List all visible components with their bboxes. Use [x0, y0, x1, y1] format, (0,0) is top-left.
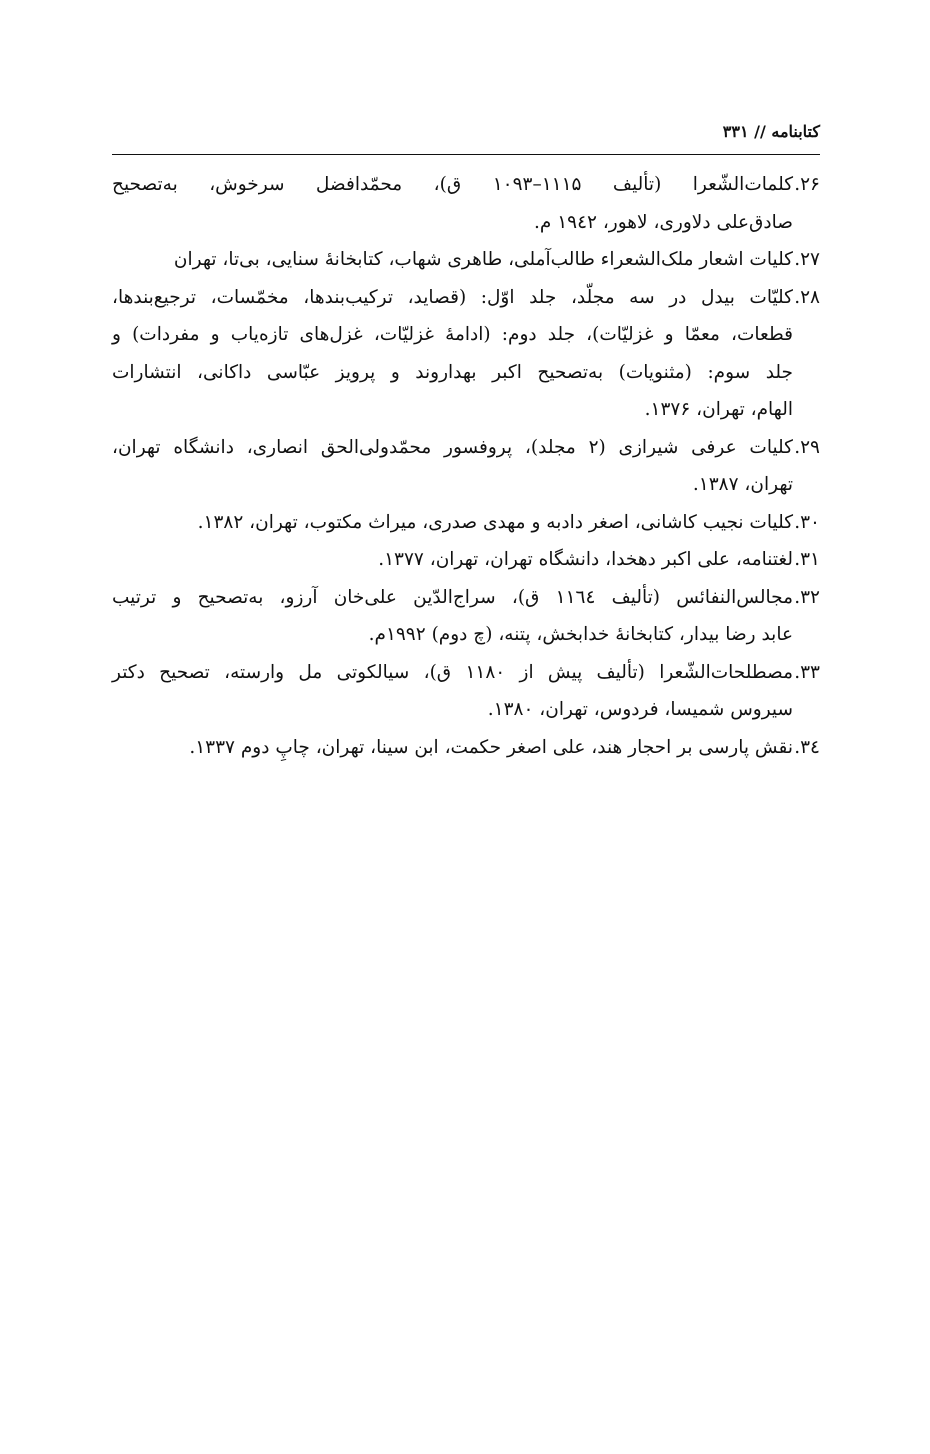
entry-line: لغتنامه، علی اکبر دهخدا، دانشگاه تهران، تهران، ۱۳۷۷.	[378, 549, 793, 570]
entry-line: کلیات اشعار ملک‌الشعراء طالب‌آملی، طاهری شهاب، کتابخانهٔ سنایی، بی‌تا، تهران	[173, 249, 793, 270]
entry-line: مصطلحات‌الشّعرا (تألیف پیش از ۱۱۸۰ ق)، سیالکوتی مل وارسته، تصحیح دکتر	[112, 661, 793, 683]
entry-line: الهام، تهران، ۱۳۷۶.	[644, 399, 793, 420]
entry-line: تهران، ۱۳۸۷.	[692, 474, 793, 495]
entry-number: ۲۹.	[794, 436, 820, 458]
entry-line: مجالس‌النفائس (تألیف ۱۱٦٤ ق)، سراج‌الدّین علی‌خان آرزو، به‌تصحیح و ترتیب	[112, 586, 793, 608]
entry-line: کلیات عرفی شیرازی (۲ مجلد)، پروفسور محمّدولی‌الحق انصاری، دانشگاه تهران،	[112, 436, 793, 458]
bibliography-entry	[112, 504, 820, 542]
entry-number: ۲۶.	[794, 174, 820, 195]
running-title: کتابنامه // ۳۳۱	[722, 122, 820, 141]
running-header	[112, 120, 820, 155]
bibliography-entry	[112, 279, 820, 429]
bibliography-list	[112, 166, 820, 766]
bibliography-entry	[112, 241, 820, 279]
entry-line: جلد سوم: (مثنویات) به‌تصحیح اکبر بهداروند و پرویز عبّاسی داکانی، انتشارات	[112, 361, 793, 383]
entry-line: نقش پارسی بر احجار هند، علی اصغر حکمت، ابن سینا، تهران، چاپِ دوم ۱۳۳۷.	[189, 736, 793, 758]
entry-number: ۲۷.	[794, 249, 820, 270]
bibliography-entry	[112, 166, 820, 241]
entry-line: صادق‌علی دلاوری، لاهور، ۱۹٤۲ م.	[533, 211, 793, 233]
bibliography-entry	[112, 729, 820, 767]
entry-number: ۳۲.	[794, 586, 820, 608]
bibliography-entry	[112, 429, 820, 504]
bibliography-entry	[112, 541, 820, 579]
entry-line: کلیات نجیب کاشانی، اصغر دادبه و مهدی صدری، میراث مکتوب، تهران، ۱۳۸۲.	[197, 511, 793, 533]
entry-line: سیروس شمیسا، فردوس، تهران، ۱۳۸۰.	[487, 699, 793, 720]
entry-number: ۲۸.	[794, 286, 820, 308]
entry-line: کلمات‌الشّعرا (تألیف ۱۱۱۵–۱۰۹۳ ق)، محمّدافضل سرخوش، به‌تصحیح	[112, 174, 793, 195]
bibliography-entry	[112, 654, 820, 729]
entry-number: ۳٤.	[794, 736, 820, 758]
entry-number: ۳۳.	[794, 661, 820, 683]
entry-line: قطعات، معمّا و غزلیّات)، جلد دوم: (ادامهٔ غزلیّات، غزل‌های تازه‌یاب و مفردات) و	[112, 324, 793, 345]
entry-line: عابد رضا بیدار، کتابخانهٔ خدابخش، پتنه، (چ دوم) ۱۹۹۲م.	[368, 624, 793, 645]
entry-line: کلیّات بیدل در سه مجلّد، جلد اوّل: (قصاید، ترکیب‌بندها، مخمّسات، ترجیع‌بندها،	[112, 286, 793, 308]
entry-number: ۳۱.	[794, 549, 820, 570]
entry-number: ۳۰.	[794, 511, 820, 533]
bibliography-entry	[112, 579, 820, 654]
